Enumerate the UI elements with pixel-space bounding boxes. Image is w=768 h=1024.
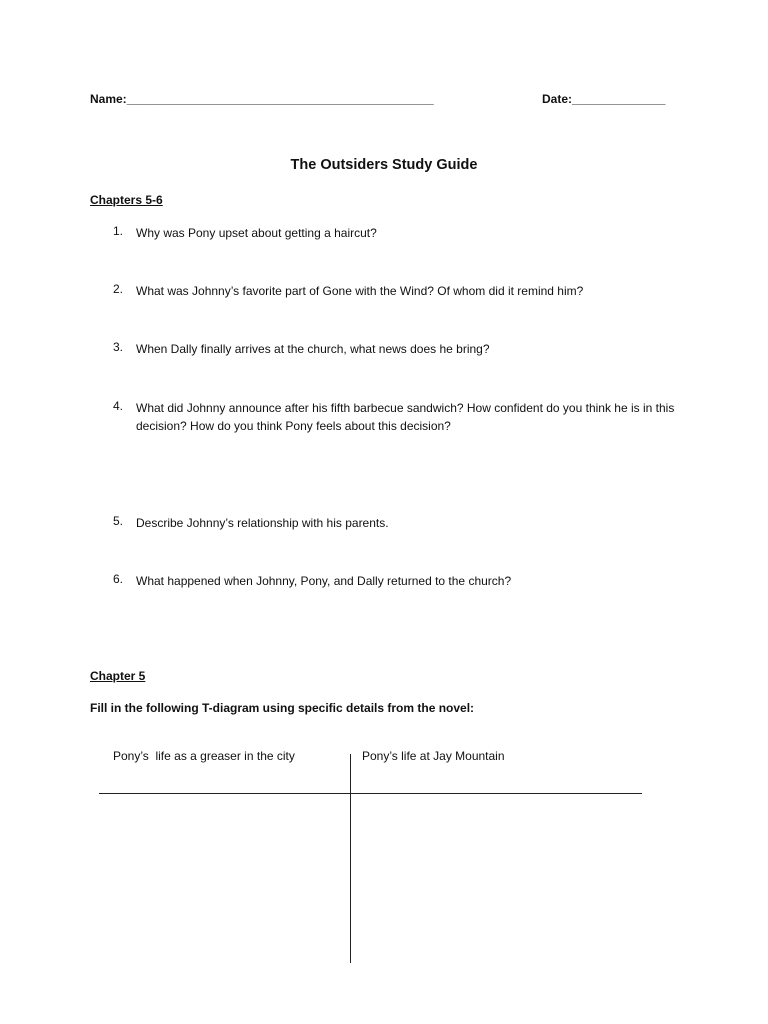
name-blank[interactable]: ______________________________________________ [126, 92, 434, 106]
question-text: When Dally finally arrives at the church, what news does he bring? [136, 342, 490, 356]
t-diagram-instruction: Fill in the following T-diagram using specific details from the novel: [90, 701, 475, 715]
question-text: What was Johnny’s favorite part of Gone with the Wind? Of whom did it remind him? [136, 284, 584, 298]
date-label: Date:______________ [542, 92, 666, 106]
date-blank[interactable]: ______________ [572, 92, 666, 106]
question-number: 5. [113, 514, 124, 528]
question-text: Why was Pony upset about getting a haircut? [136, 226, 377, 240]
t-diagram-horizontal-rule [99, 793, 642, 794]
t-diagram-right-column[interactable] [352, 795, 642, 963]
section-heading-chapter-5: Chapter 5 [90, 669, 146, 683]
t-diagram-left-header: Pony’s life as a greaser in the city [113, 749, 295, 763]
t-diagram-vertical-rule [350, 754, 351, 963]
question-text: What did Johnny announce after his fifth barbecue sandwich? How confident do you think he is in this decision? How do you think Pony feels about this decision? [136, 401, 675, 433]
question-text: Describe Johnny’s relationship with his parents. [136, 516, 389, 530]
question-number: 2. [113, 282, 124, 296]
page-title: The Outsiders Study Guide [290, 157, 478, 173]
name-label: Name:______________________________________________ [90, 92, 434, 106]
question-number: 6. [113, 572, 124, 586]
question-text: What happened when Johnny, Pony, and Dally returned to the church? [136, 574, 512, 588]
t-diagram-right-header: Pony’s life at Jay Mountain [362, 749, 505, 763]
question-number: 3. [113, 340, 124, 354]
section-heading-chapters-5-6: Chapters 5-6 [90, 193, 163, 207]
question-number: 1. [113, 224, 124, 238]
t-diagram-left-column[interactable] [99, 795, 349, 963]
question-number: 4. [113, 399, 124, 413]
